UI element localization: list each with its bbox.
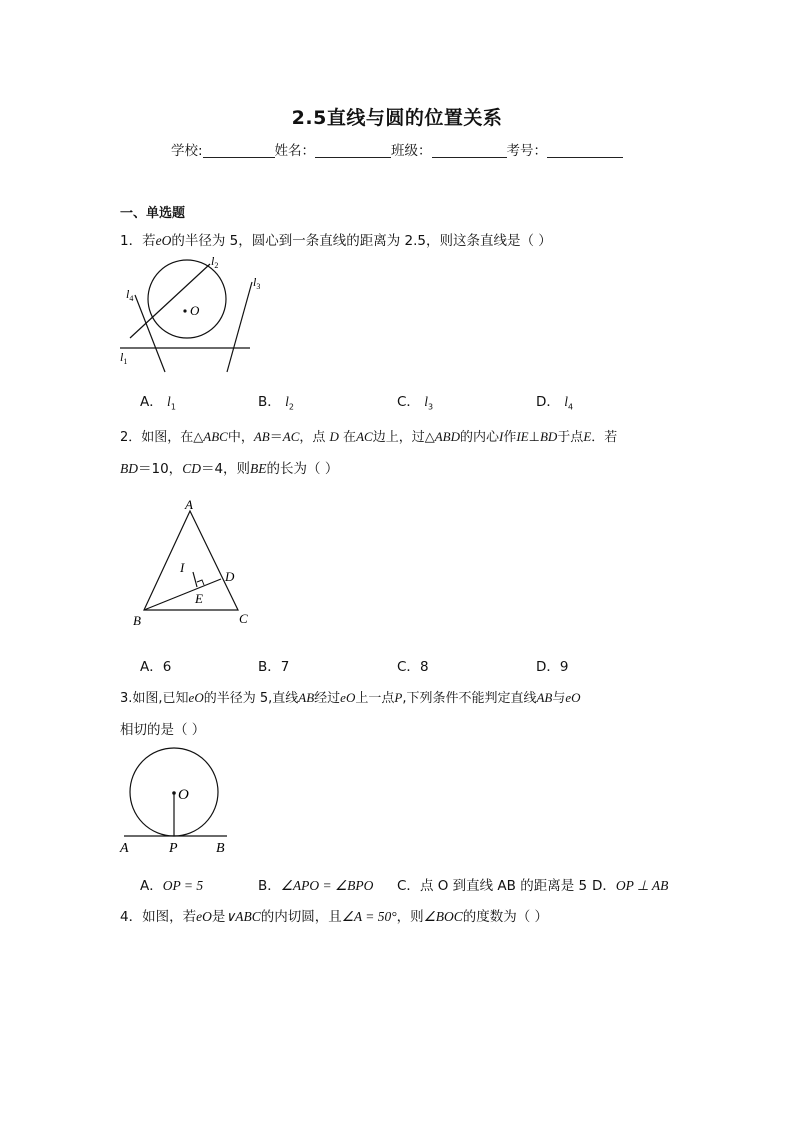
q3-option-d[interactable]: D．OP ⊥ AB [592, 878, 669, 894]
question-1-text [120, 229, 552, 249]
q1-circle-symbol: eO [155, 233, 172, 248]
q2-triangle-abc [144, 511, 238, 610]
q3-option-a[interactable]: A．OP = 5 [140, 878, 204, 894]
question-4-text: 4．如图，若eO是∨ABC的内切圆，且∠A = 50°，则∠BOC的度数为（ ） [120, 909, 549, 925]
school-label: 学校: [170, 143, 203, 159]
class-blank[interactable] [432, 143, 507, 158]
q3-label-a: A [120, 841, 129, 856]
q1-label-l4: $l_4$ [126, 287, 134, 303]
q1-option-a[interactable]: A． $l_1$ [140, 394, 176, 412]
q2-label-e: E [195, 591, 203, 606]
q3-option-b[interactable]: B．∠APO = ∠BPO [258, 878, 374, 894]
q1-option-c[interactable]: C． $l_3$ [397, 394, 434, 412]
question-2-line-1: 2．如图，在△ABC中，AB＝AC，点 D 在AC边上，过△ABD的内心I作IE⊥BD于点E．若 [120, 429, 618, 445]
q2-label-i: I [180, 560, 185, 575]
question-2-line-2: BD＝10，CD＝4，则BE的长为（ ） [120, 461, 339, 477]
q2-right-angle-mark [197, 580, 204, 585]
q3-label-b: B [216, 841, 225, 856]
q2-option-c[interactable]: C．8 [397, 659, 429, 675]
q1-center-point [183, 309, 186, 312]
q1-stem: 的半径为 5，圆心到一条直线的距离为 2.5，则这条直线是（ ） [171, 233, 552, 249]
class-label: 班级： [391, 143, 432, 159]
q1-line-l4 [135, 295, 165, 372]
q1-line-l2 [130, 264, 210, 338]
q3-label-o: O [178, 787, 189, 803]
q2-label-b: B [133, 613, 141, 628]
q2-option-a[interactable]: A．6 [140, 659, 172, 675]
question-3-line-1: 3.如图,已知eO的半径为 5,直线AB经过eO上一点P,下列条件不能判定直线AB与eO [120, 690, 581, 706]
q1-label-l3: $l_3$ [253, 275, 260, 291]
number-label: 考号： [506, 143, 548, 159]
student-info-line [0, 139, 794, 159]
q2-segment-ie [193, 572, 197, 587]
q1-option-b[interactable]: B． $l_2$ [258, 394, 294, 412]
page-title: 2.5直线与圆的位置关系 [291, 107, 503, 129]
q2-segment-bd [144, 579, 221, 610]
q2-figure [125, 495, 260, 630]
q3-label-p: P [169, 841, 178, 856]
q1-label-l1: $l_1$ [120, 350, 128, 366]
q3-option-c[interactable]: C．点 O 到直线 AB 的距离是 5 [397, 878, 588, 894]
number-blank[interactable] [547, 143, 623, 158]
name-label: 姓名： [274, 143, 316, 159]
q2-label-d: D [225, 569, 235, 584]
question-3-line-2: 相切的是（ ） [120, 722, 206, 738]
q3-figure [115, 745, 235, 860]
q1-circle [148, 260, 226, 338]
q1-label-o: O [190, 303, 200, 318]
q2-option-d[interactable]: D．9 [536, 659, 569, 675]
q1-figure [110, 250, 260, 380]
q1-line-l3 [227, 282, 252, 372]
q2-label-c: C [239, 611, 248, 626]
section-heading: 一、单选题 [120, 206, 186, 221]
q1-label-l2: $l_2$ [211, 254, 219, 270]
q2-option-b[interactable]: B．7 [258, 659, 290, 675]
q1-prefix: 1．若 [120, 233, 156, 249]
school-blank[interactable] [203, 143, 275, 158]
q2-label-a: A [185, 497, 193, 512]
q1-option-d[interactable]: D． $l_4$ [536, 394, 574, 412]
name-blank[interactable] [315, 143, 391, 158]
